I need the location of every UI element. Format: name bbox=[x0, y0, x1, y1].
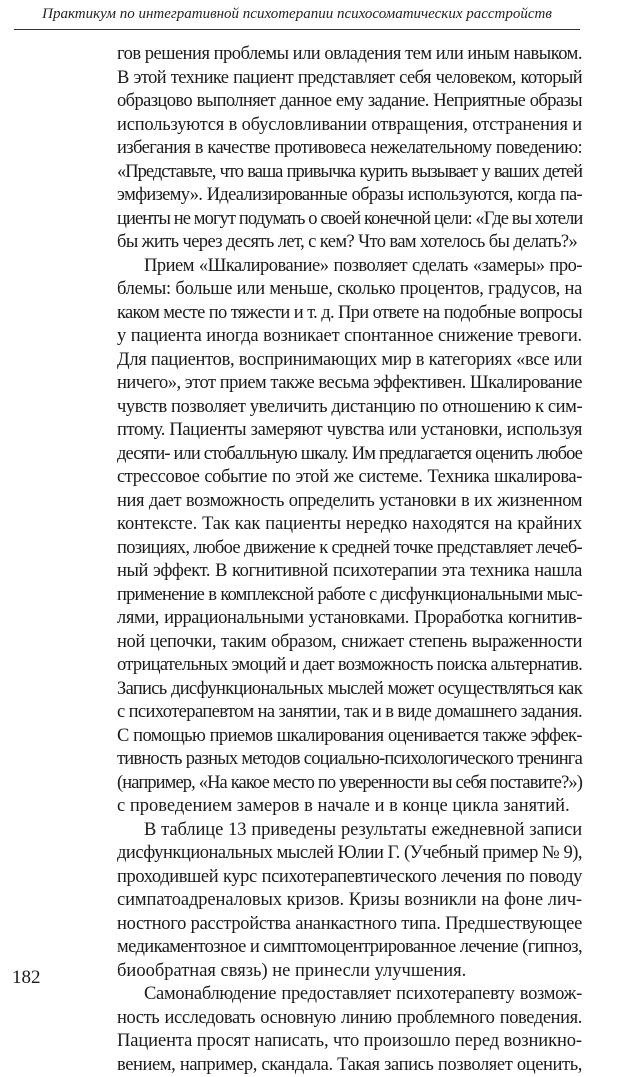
text-line: блемы: больше или меньше, сколько процентов, градусов, на bbox=[117, 278, 582, 302]
text-line: симпатоадреналовых кризов. Кризы возникли на фоне лич- bbox=[117, 889, 582, 913]
text-line: эмфизему». Идеализированные образы используются, когда па- bbox=[117, 184, 582, 208]
page-body bbox=[117, 43, 582, 1077]
text-line: используются в обусловливании отвращения, отстранения и bbox=[117, 114, 582, 138]
text-line: птому. Пациенты замеряют чувства или установки, используя bbox=[117, 419, 582, 443]
text-line: чувств позволяет увеличить дистанцию по отношению к сим- bbox=[117, 396, 582, 420]
text-line: с проведением замеров в начале и в конце цикла занятий. bbox=[117, 795, 582, 819]
text-line: применение в комплексной работе с дисфункциональными мыс- bbox=[117, 584, 582, 608]
text-line: Пациента просят написать, что произошло перед возникно- bbox=[117, 1030, 582, 1054]
text-line: лями, иррациональными установками. Проработка когнитив- bbox=[117, 607, 582, 631]
text-line: с психотерапевтом на занятии, так и в виде домашнего задания. bbox=[117, 701, 582, 725]
paragraph-first-line: В таблице 13 приведены результаты ежедневной записи bbox=[117, 819, 582, 843]
text-line: образцово выполняет данное ему задание. Неприятные образы bbox=[117, 90, 582, 114]
text-line: дисфункциональных мыслей Юлии Г. (Учебный пример № 9), bbox=[117, 842, 582, 866]
text-line: ный эффект. В когнитивной психотерапии эта техника нашла bbox=[117, 560, 582, 584]
text-line: проходившей курс психотерапевтического лечения по поводу bbox=[117, 866, 582, 890]
text-line: десяти- или стобалльную шкалу. Им предлагается оценить любое bbox=[117, 443, 582, 467]
text-line: ность исследовать основную линию проблемного поведения. bbox=[117, 1007, 582, 1031]
text-line: Запись дисфункциональных мыслей может осуществляться как bbox=[117, 678, 582, 702]
text-line: ной цепочки, таким образом, снижает степень выраженности bbox=[117, 631, 582, 655]
text-line: тивность разных методов социально-психологического тренинга bbox=[117, 748, 582, 772]
text-line: вением, например, скандала. Такая запись позволяет оценить, bbox=[117, 1054, 582, 1077]
page-number: 182 bbox=[12, 967, 41, 989]
header-rule bbox=[14, 29, 580, 30]
text-line: В этой технике пациент представляет себя человеком, который bbox=[117, 67, 582, 91]
text-line: циенты не могут подумать о своей конечной цели: «Где вы хотели bbox=[117, 208, 582, 232]
text-line: ния дает возможность определить установки в их жизненном bbox=[117, 490, 582, 514]
text-line: каком месте по тяжести и т. д. При ответе на подобные вопросы bbox=[117, 302, 582, 326]
text-line: гов решения проблемы или овладения тем или иным навыком. bbox=[117, 43, 582, 67]
text-line: Для пациентов, воспринимающих мир в категориях «все или bbox=[117, 349, 582, 373]
text-line: бы жить через десять лет, с кем? Что вам хотелось бы делать?» bbox=[117, 231, 582, 255]
text-line: биообратная связь) не принесли улучшения. bbox=[117, 960, 582, 984]
text-line: избегания в качестве противовеса нежелательному поведению: bbox=[117, 137, 582, 161]
text-line: (например, «На какое место по уверенности вы себя поставите?») bbox=[117, 772, 582, 796]
text-line: у пациента иногда возникает спонтанное снижение тревоги. bbox=[117, 325, 582, 349]
text-line: «Представьте, что ваша привычка курить вызывает у ваших детей bbox=[117, 161, 582, 185]
paragraph-first-line: Прием «Шкалирование» позволяет сделать «замеры» про- bbox=[117, 255, 582, 279]
text-line: позициях, любое движение к средней точке представляет лечеб- bbox=[117, 537, 582, 561]
text-line: контексте. Так как пациенты нередко находятся на крайних bbox=[117, 513, 582, 537]
text-line: медикаментозное и симптомоцентрированное лечение (гипноз, bbox=[117, 936, 582, 960]
text-line: ностного расстройства ананкастного типа. Предшествующее bbox=[117, 913, 582, 937]
text-line: стрессовое событие по этой же системе. Техника шкалирова- bbox=[117, 466, 582, 490]
text-line: отрицательных эмоций и дает возможность поиска альтернатив. bbox=[117, 654, 582, 678]
text-line: ничего», этот прием также весьма эффективен. Шкалирование bbox=[117, 372, 582, 396]
paragraph-first-line: Самонаблюдение предоставляет психотерапевту возмож- bbox=[117, 983, 582, 1007]
text-line: С помощью приемов шкалирования оценивается также эффек- bbox=[117, 725, 582, 749]
running-header: Практикум по интегративной психотерапии психосоматических расстройств bbox=[14, 5, 580, 23]
